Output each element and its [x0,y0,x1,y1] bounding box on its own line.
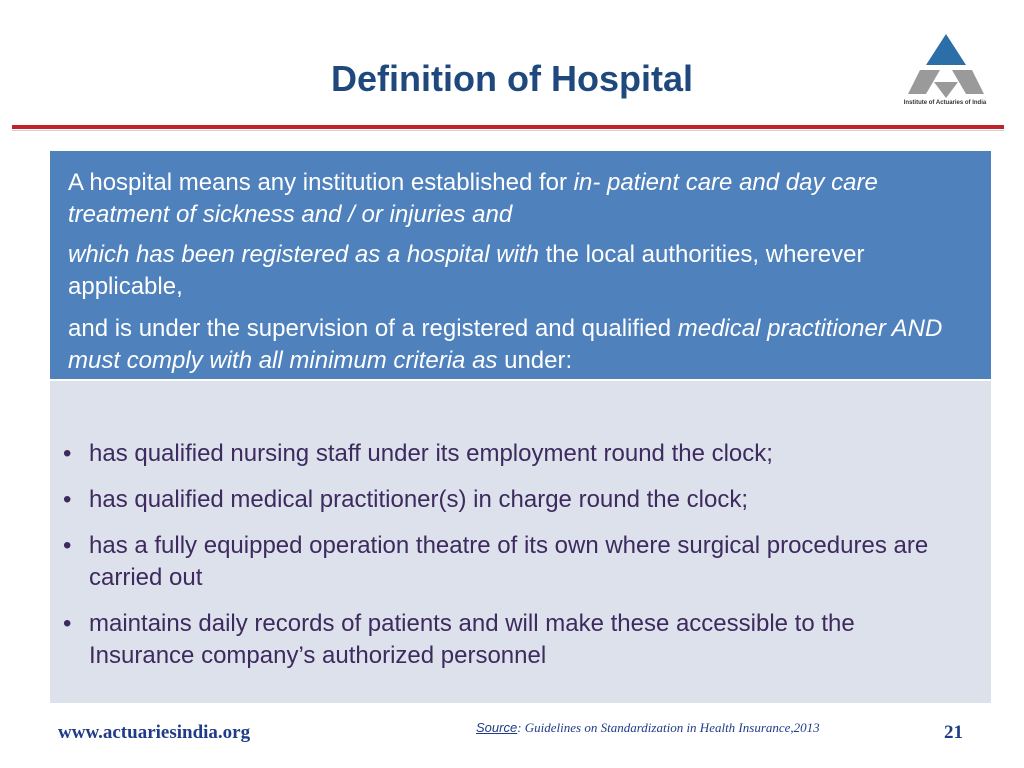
slide-title: Definition of Hospital [331,58,693,99]
criteria-item-text: has qualified nursing staff under its employment round the clock; [89,440,773,467]
source-label: Source [476,720,518,735]
criteria-item [58,608,961,672]
criteria-item [58,484,961,516]
bullet-icon: • [63,610,72,637]
bullet-icon: • [63,486,72,513]
institute-logo [896,32,996,122]
bullet-icon: • [63,440,72,467]
criteria-item-text: maintains daily records of patients and will make these accessible to the Insurance company’s authorized personnel [89,610,855,669]
definition-p3-end: under: [497,347,573,374]
definition-box [50,151,991,379]
logo-top-triangle [926,34,966,65]
definition-paragraph-1 [68,167,965,231]
criteria-item-text: has a fully equipped operation theatre of its own where surgical procedures are carried out [89,532,929,591]
title-divider [12,125,1004,129]
definition-p2-text: the local authorities, wherever applicable, [68,241,865,300]
logo-center-shape [934,82,958,98]
definition-paragraph-3 [68,313,965,377]
page-number: 21 [944,722,963,743]
criteria-box [50,381,991,703]
definition-p3-italic: medical practitioner AND must comply with all minimum criteria as [68,315,943,374]
logo-caption: Institute of Actuaries of India [903,100,987,106]
website-link[interactable]: www.actuariesindia.org [58,722,251,743]
definition-p1-italic: in- patient care and day care treatment of sickness and / or injuries and [68,169,878,228]
title-divider-shadow [12,130,1004,131]
definition-paragraph-2 [68,239,965,303]
definition-p1-text: A hospital means any institution established for [68,169,574,196]
criteria-item [58,438,961,470]
criteria-item [58,530,961,594]
criteria-list [58,438,961,672]
source-citation [476,720,820,736]
definition-p3-text: and is under the supervision of a registered and qualified [68,315,678,342]
criteria-item-text: has qualified medical practitioner(s) in charge round the clock; [89,486,749,513]
bullet-icon: • [63,532,72,559]
definition-p2-italic: which has been registered as a hospital with [68,241,539,268]
source-text: : Guidelines on Standardization in Health Insurance,2013 [517,720,820,735]
